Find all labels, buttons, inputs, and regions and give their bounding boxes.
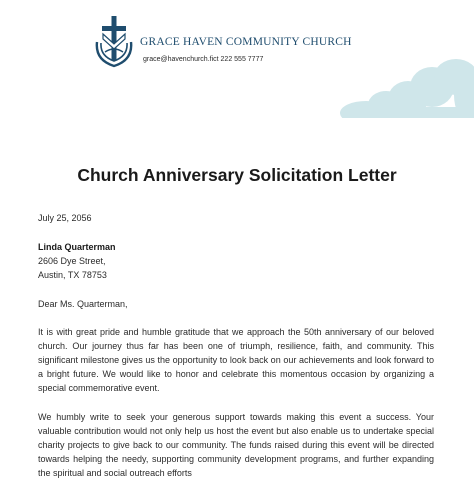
letter-date: July 25, 2056 [38,213,92,223]
recipient-name: Linda Quarterman [38,242,116,252]
cloud-decoration [334,55,474,118]
salutation: Dear Ms. Quarterman, [38,299,128,309]
recipient-city: Austin, TX 78753 [38,270,107,280]
cross-church-logo-icon [91,12,137,70]
church-name: GRACE HAVEN COMMUNITY CHURCH [140,36,352,48]
body-paragraph-2: We humbly write to seek your generous support towards making this event a success. Your valuable contribution would not only help us host the event but also enable us to undertake special charity projects to give back to our community. The funds raised during this event will be directed towards helping the needy, supporting community development programs, and further expanding the spiritual and social outreach efforts [38,412,434,478]
recipient-street: 2606 Dye Street, [38,256,106,266]
letterhead [0,0,474,118]
letter-title: Church Anniversary Solicitation Letter [77,165,397,185]
body-paragraph-1: It is with great pride and humble gratitude that we approach the 50th anniversary of our beloved church. Our journey thus far has been one of triumph, resilience, faith, and community. This significant milestone gives us the opportunity to look back on our achievements and look forward to a bright future. We would like to honor and celebrate this momentous occasion by organizing a special commemorative event. [38,327,434,393]
recipient-address [38,240,434,282]
church-contact: grace@havenchurch.fict 222 555 7777 [143,56,264,63]
